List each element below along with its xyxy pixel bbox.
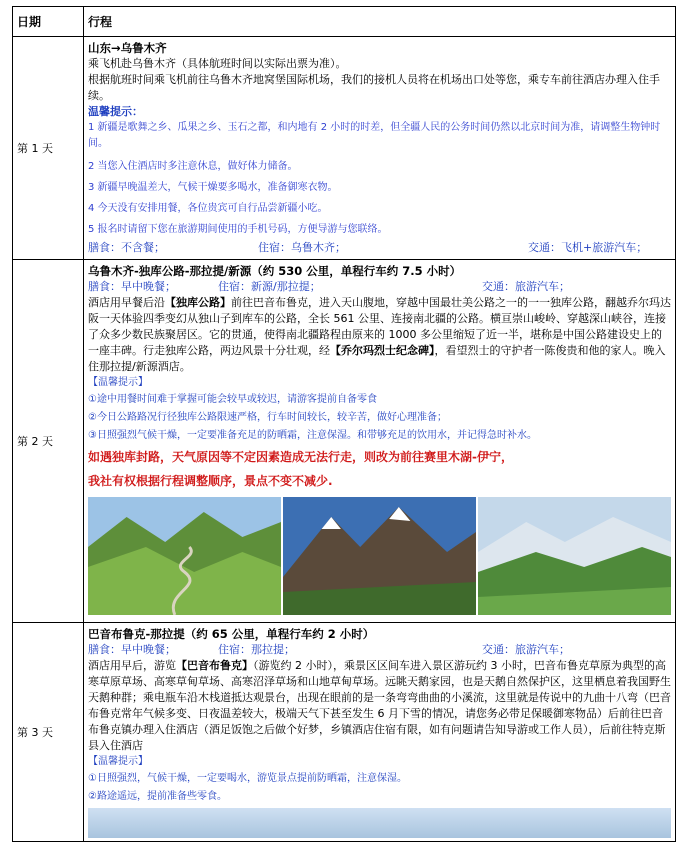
day2-transport: 交通：旅游汽车； [482,280,570,293]
day3-tip-1: ①日照强烈，气候干燥，一定要喝水，游览景点提前防晒霜，注意保湿。 [88,773,407,784]
day1-label: 第 1 天 [13,37,84,260]
day3-tips-title: 【温馨提示】 [88,756,148,767]
day1-tip-3: 3 新疆早晚温差大，气候干燥要多喝水，准备御寒衣物。 [88,182,338,193]
day1-tip-4: 4 今天没有安排用餐，各位贵宾可自行品尝新疆小吃。 [88,203,328,214]
day1-tip-5: 5 报名时请留下您在旅游期间使用的手机号码，方便导游与您联络。 [88,224,388,235]
day3-photo-strip [88,808,671,838]
day2-body-a: 酒店用早餐后沿 [88,296,165,309]
day3-label: 第 3 天 [13,623,84,842]
day1-tip-2: 2 当您入住酒店时多注意休息，做好体力储备。 [88,161,298,172]
day1-transport: 交通：飞机+旅游汽车； [528,241,648,254]
day2-body-b: 前往巴音布鲁克，进入天山腹地，穿越中国最壮美公路之一的一一独库公路，翻越乔尔玛达阪一天体验四季变幻从独山子到库车的公路，全长 561 公里、连接南北疆的公路。横亘崇山峻岭、穿越深山峡谷，连接了众多少数民族聚居区。它的贯通，使得南北疆路程由原来的 1000 多公里缩短了近一半，堪称是中国公路建设史上的一座丰碑。行走独库公路，两边风景十分壮观，经 [88,296,671,357]
grassland-valley-photo [478,497,671,615]
day3-row [13,623,676,842]
day2-warning-1: 如遇独库封路，天气原因等不定因素造成无法行走，则改为前往赛里木湖-伊宁， [88,450,513,464]
day1-stay: 住宿：乌鲁木齐； [258,241,346,254]
day3-title: 巴音布鲁克-那拉提（约 65 公里，单程行车约 2 小时） [88,627,375,641]
day2-content [84,260,676,623]
day3-meta [88,642,671,658]
day2-stay: 住宿：新源/那拉提； [218,280,321,293]
itinerary-table [12,6,676,842]
day2-meta [88,279,671,295]
day2-highlight-duku: 【独库公路】 [165,296,231,309]
day1-paragraph-1: 乘飞机赴乌鲁木齐（具体航班时间以实际出票为准）。 [88,57,347,70]
day1-tip-1: 1 新疆是歌舞之乡、瓜果之乡、玉石之都，和内地有 2 小时的时差，但全疆人民的公务时间仍然以北京时间为准，请调整生物钟时间。 [88,122,661,149]
day1-title: 山东→乌鲁木齐 [88,41,167,55]
day3-content [84,623,676,842]
day2-meal: 膳食：早中晚餐； [88,280,176,293]
day3-tip-2: ②路途遥远，提前准备些零食。 [88,791,227,802]
day3-highlight-bayanbulak: 【巴音布鲁克】 [176,659,253,672]
day3-transport: 交通：旅游汽车； [482,643,570,656]
day2-title: 乌鲁木齐-独库公路-那拉提/新源（约 530 公里，单程行车约 7.5 小时） [88,264,462,278]
day3-body-a: 酒店用早后，游览 [88,659,176,672]
day2-body-c: ，看望烈士的守护者一陈俊贵和他的家人。晚入住那拉提/新源酒店。 [88,344,666,373]
day3-stay: 住宿：那拉提； [218,643,295,656]
header-date: 日期 [13,7,84,37]
day2-highlight-monument: 【乔尔玛烈士纪念碑】 [330,344,435,357]
day2-tip-1: ①途中用餐时间难于掌握可能会较早或较迟，请游客提前自备零食 [88,394,377,405]
mountain-road-photo [88,497,281,615]
header-row [13,7,676,37]
day1-content [84,37,676,260]
day3-meal: 膳食：早中晚餐； [88,643,176,656]
day1-paragraph-2: 根据航班时间乘飞机前往乌鲁木齐地窝堡国际机场，我们的接机人员将在机场出口处等您，乘专车前往酒店办理入住手续。 [88,73,660,102]
snow-mountain-photo [283,497,476,615]
day1-row [13,37,676,260]
day2-warning-2: 我社有权根据行程调整顺序，景点不变不减少. [88,474,333,488]
day1-tips-title: 温馨提示： [88,105,143,118]
day2-photo-strip [88,497,671,615]
day2-tip-3: ③日照强烈气候干燥，一定要准备充足的防晒霜，注意保湿。和带够充足的饮用水，并记得急时补水。 [88,430,537,441]
day3-body [88,658,671,754]
day1-meta [88,240,671,256]
day2-tips-title: 【温馨提示】 [88,377,148,388]
day2-tip-2: ②今日公路路况行径独库公路限速严格，行车时间较长，较辛苦，做好心理准备； [88,412,447,423]
day3-body-b: （游览约 2 小时），乘景区区间车进入景区游玩约 3 小时，巴音布鲁克草原为典型的高寒草原草场、高寒草甸草场、高寒沼泽草场和山地草甸草场。远眺天鹅家园，也是天鹅自然保护区，这里栖息着我国野生天鹅种群；乘电瓶车沿木栈道抵达观景台，出现在眼前的是一条弯弯曲曲的小溪流，这里就是传说中的九曲十八弯（巴音布鲁克常年气候多变、日夜温差较大，极端天气下甚至发生 6 月下雪的情况，请您务必带足保暖御寒物品）后前往巴音布鲁克镇办理入住酒店（酒足饭饱之后做个好梦，乡镇酒店住宿有限，如有问题请告知导游或工作人员），后前往特克斯县入住酒店 [88,659,671,752]
day1-meal: 膳食：不含餐； [88,241,165,254]
header-itinerary: 行程 [84,7,676,37]
day2-label: 第 2 天 [13,260,84,623]
day2-body [88,295,671,375]
day2-row [13,260,676,623]
